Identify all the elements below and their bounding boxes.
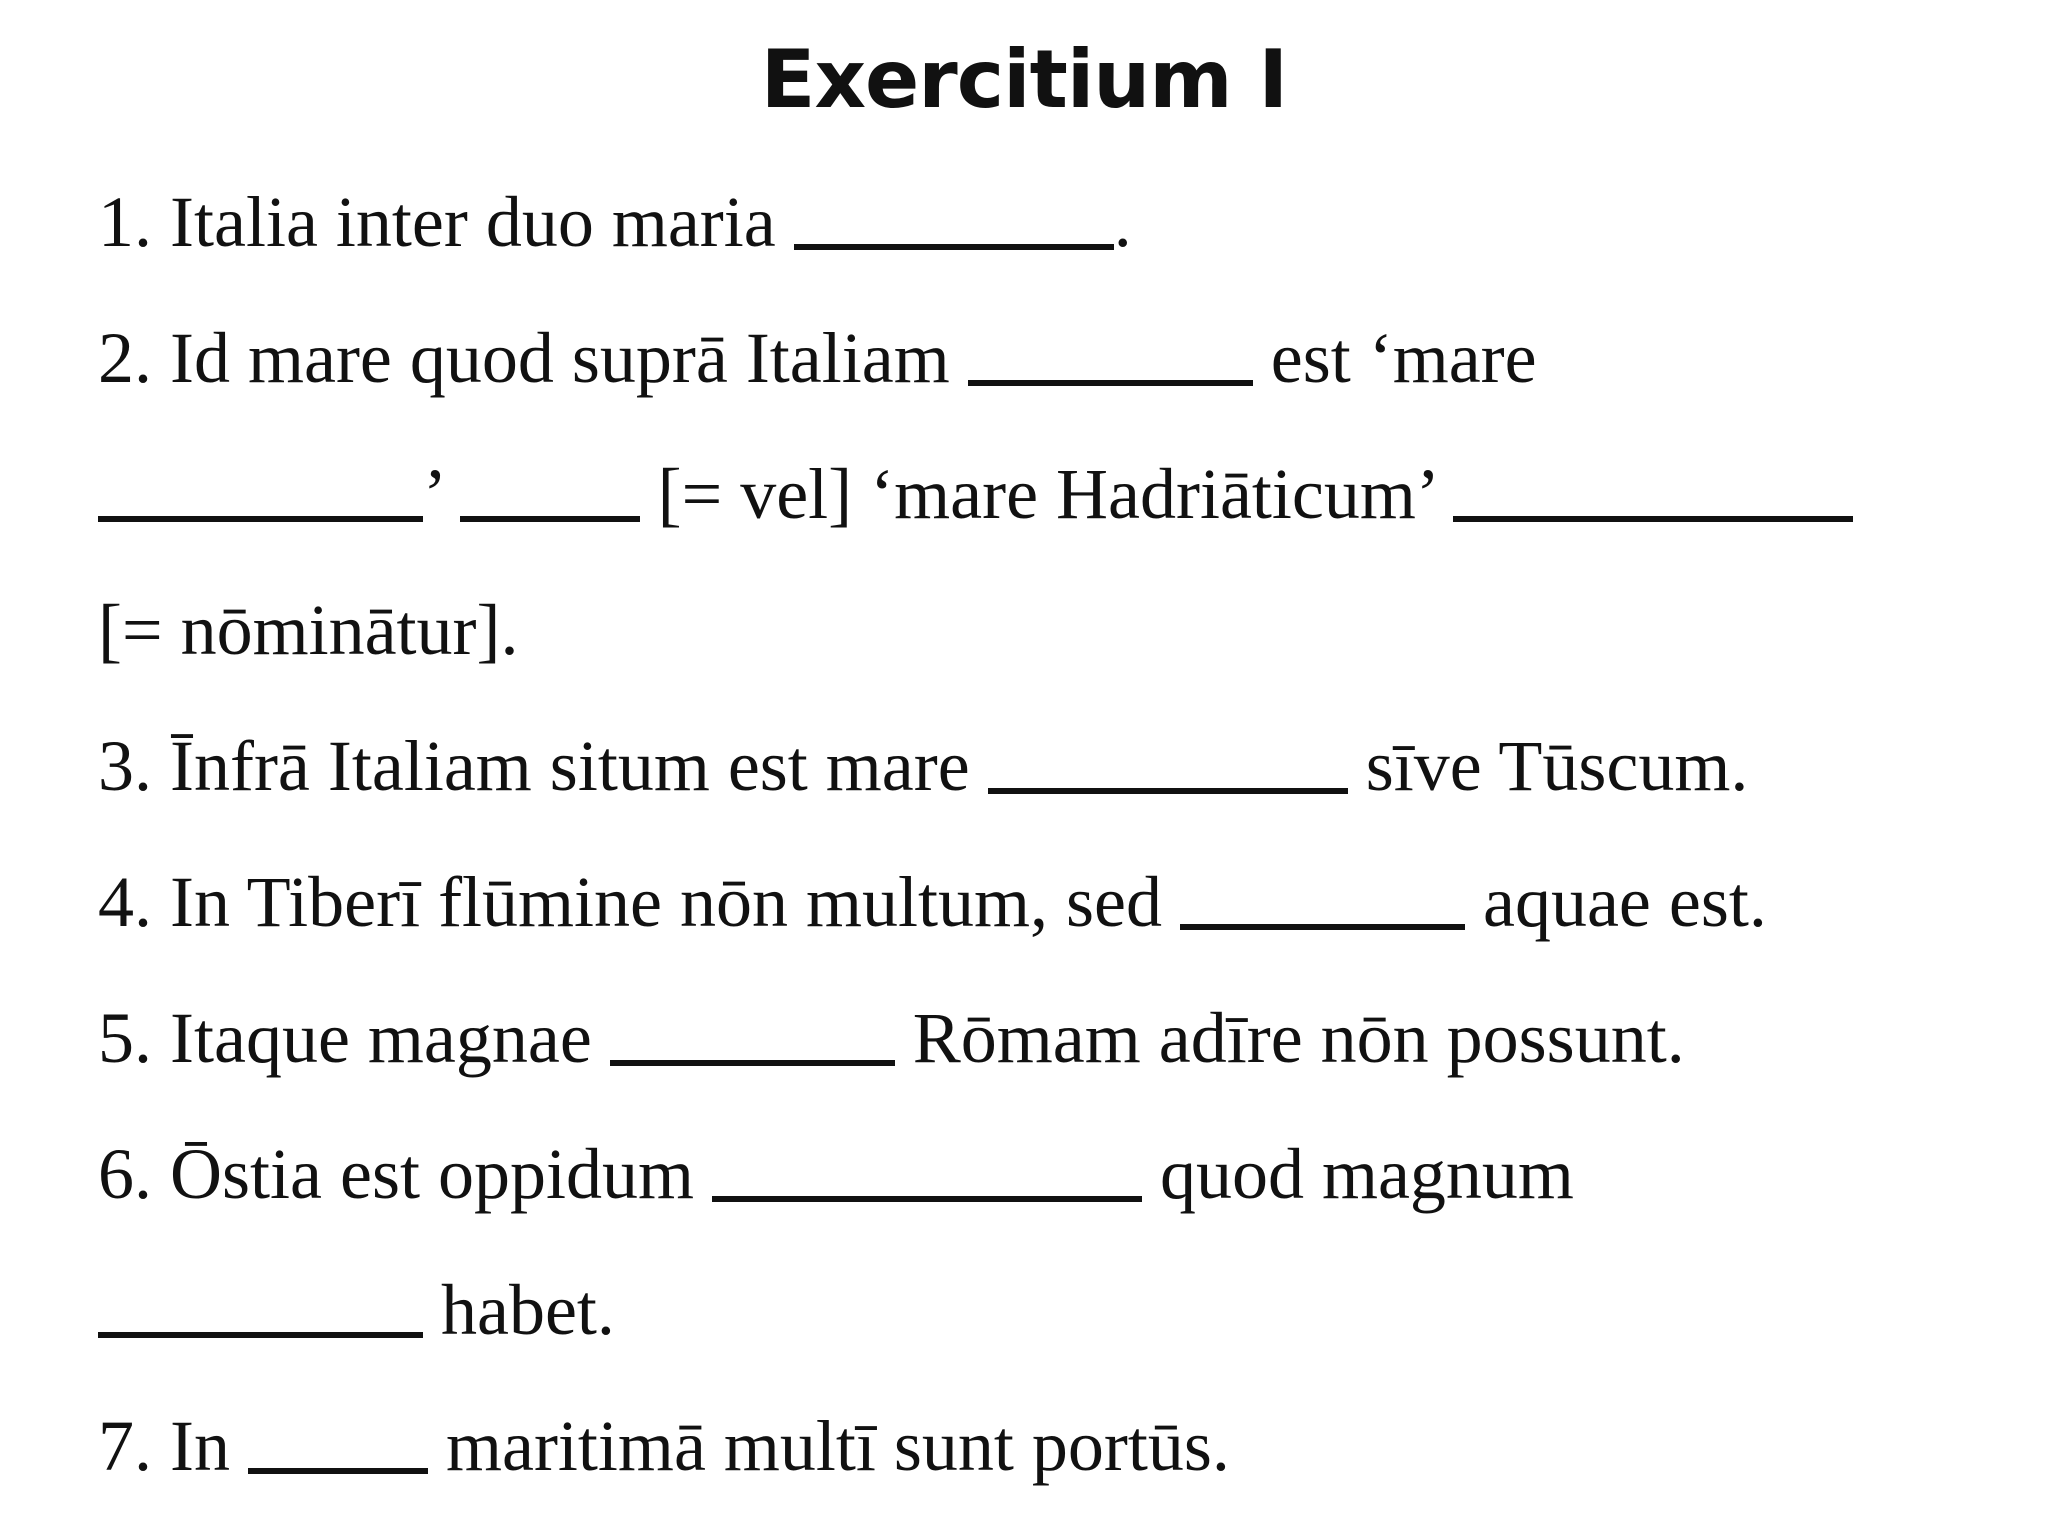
sentence-1 — [98, 182, 1132, 262]
answer-blank[interactable] — [248, 1468, 428, 1474]
answer-blank[interactable] — [988, 788, 1348, 794]
text-segment: sīve Tūscum. — [1347, 726, 1749, 806]
text-segment: [= nōminātur]. — [98, 590, 519, 670]
answer-blank[interactable] — [98, 516, 423, 522]
text-segment: est ‘mare — [1252, 318, 1537, 398]
text-segment: . — [1113, 182, 1132, 262]
sentence-6 — [98, 1134, 1574, 1214]
text-segment: Rōmam adīre nōn possunt. — [894, 998, 1685, 1078]
text-segment: 1. Italia inter duo maria — [98, 182, 794, 262]
sentence-2 — [98, 318, 1537, 398]
text-segment: [= vel] ‘mare Hadriāticum’ — [639, 454, 1453, 534]
answer-blank[interactable] — [98, 1332, 423, 1338]
answer-blank[interactable] — [712, 1196, 1142, 1202]
exercise-title: Exercitium I — [760, 33, 1288, 126]
text-segment: 7. In — [98, 1406, 248, 1486]
text-segment: 3. Īnfrā Italiam situm est mare — [98, 726, 988, 806]
text-segment: ’ — [423, 454, 460, 534]
text-segment: 2. Id mare quod suprā Italiam — [98, 318, 968, 398]
answer-blank[interactable] — [968, 380, 1253, 386]
answer-blank[interactable] — [610, 1060, 895, 1066]
sentence-2-continued — [98, 454, 1853, 534]
text-segment: aquae est. — [1465, 862, 1767, 942]
answer-blank[interactable] — [460, 516, 640, 522]
sentence-7 — [98, 1406, 1230, 1486]
text-segment: quod magnum — [1141, 1134, 1574, 1214]
text-segment: habet. — [423, 1270, 615, 1350]
sentence-6-continued — [98, 1270, 615, 1350]
answer-blank[interactable] — [794, 244, 1114, 250]
text-segment: 5. Itaque magnae — [98, 998, 610, 1078]
answer-blank[interactable] — [1453, 516, 1853, 522]
text-segment: 4. In Tiberī flūmine nōn multum, sed — [98, 862, 1181, 942]
answer-blank[interactable] — [1180, 924, 1465, 930]
text-segment: 6. Ōstia est oppidum — [98, 1134, 712, 1214]
sentence-5 — [98, 998, 1685, 1078]
sentence-2-end — [98, 590, 519, 670]
text-segment: maritimā multī sunt portūs. — [427, 1406, 1230, 1486]
sentence-4 — [98, 862, 1767, 942]
sentence-3 — [98, 726, 1748, 806]
